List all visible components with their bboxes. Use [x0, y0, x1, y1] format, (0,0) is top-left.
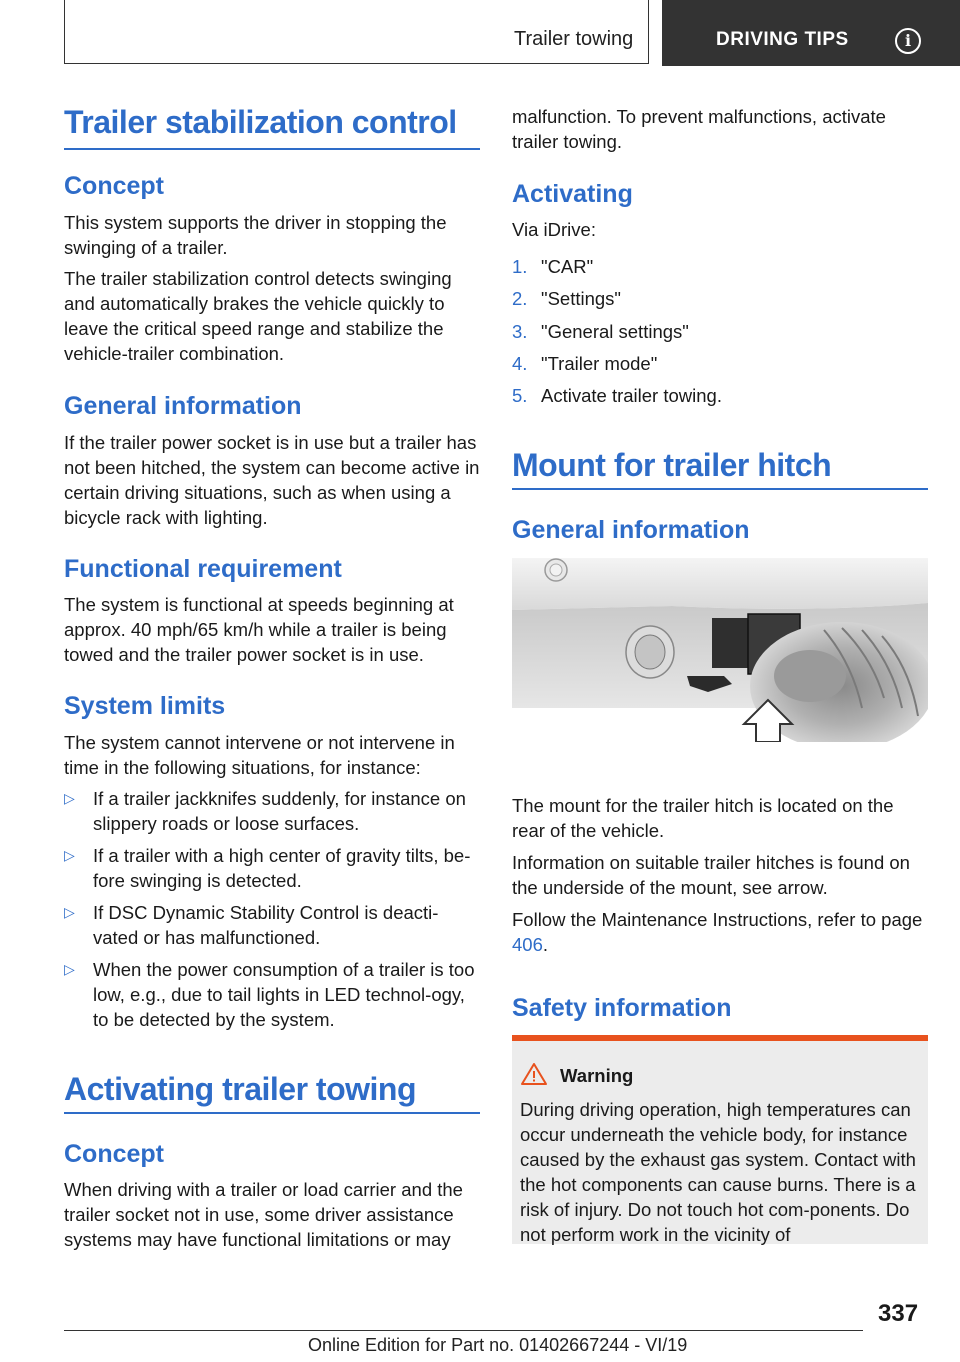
heading-activating: Activating — [512, 180, 633, 208]
header-chapter-tab — [662, 0, 960, 66]
heading-safety-information: Safety information — [512, 994, 732, 1022]
heading-rule — [64, 1112, 480, 1114]
triangle-bullet-icon: ▷ — [64, 961, 75, 977]
header-chapter-title: DRIVING TIPS — [716, 29, 849, 50]
heading-system-limits: System limits — [64, 692, 226, 720]
footer-edition: Online Edition for Part no. 01402667244 - VI/19 — [308, 1335, 688, 1355]
triangle-bullet-icon: ▷ — [64, 847, 75, 863]
list-item: 2. "Settings" — [512, 288, 621, 309]
mount-paragraph-2: Information on suitable trailer hitches is found on the underside of the mount, see arrow. — [512, 852, 910, 898]
header-section-title: Trailer towing — [514, 28, 634, 50]
functional-requirement-paragraph: The system is functional at speeds beginning at approx. 40 mph/65 km/h while a trailer is being towed and the trailer power socket is in use. — [64, 594, 454, 665]
heading-rule — [64, 148, 480, 150]
warning-title: Warning — [560, 1065, 634, 1086]
list-item: ▷ When the power consumption of a trailer is too low, e.g., due to tail lights in LED technol-ogy, to be detected by the system. — [64, 959, 475, 1030]
concept-2-paragraph: When driving with a trailer or load carrier and the trailer socket not in use, some driver assistance systems may have functional limitations or may — [64, 1179, 463, 1250]
info-icon: i — [895, 28, 921, 54]
warning-triangle-icon — [520, 1062, 548, 1086]
heading-activating-trailer-towing: Activating trailer towing — [64, 1071, 416, 1107]
triangle-bullet-icon: ▷ — [64, 790, 75, 806]
list-item: ▷ If a trailer with a high center of gravity tilts, be-fore swinging is detected. — [64, 845, 471, 891]
heading-general-information-2: General information — [512, 516, 750, 544]
trailer-hitch-mount-illustration — [512, 558, 928, 742]
list-item: ▷ If DSC Dynamic Stability Control is deacti-vated or has malfunctioned. — [64, 902, 439, 948]
page-number: 337 — [878, 1300, 919, 1327]
list-item: 1. "CAR" — [512, 256, 594, 277]
list-item: 3. "General settings" — [512, 321, 689, 342]
mount-paragraph-3: Follow the Maintenance Instructions, refer to page 406. — [512, 909, 923, 955]
page-reference-link[interactable]: 406 — [512, 934, 543, 955]
via-idrive: Via iDrive: — [512, 219, 596, 240]
concept-paragraph-2: The trailer stabilization control detects swinging and automatically brakes the vehicle quickly to leave the critical speed range and stabilize the vehicle-trailer combination. — [64, 268, 452, 364]
general-information-paragraph: If the trailer power socket is in use but a trailer has not been hitched, the system can become active in certain driving situations, such as when using a bicycle rack with lighting. — [64, 432, 480, 528]
heading-trailer-stabilization: Trailer stabilization control — [64, 104, 457, 140]
continued-paragraph: malfunction. To prevent malfunctions, activate trailer towing. — [512, 106, 886, 152]
concept-paragraph-1: This system supports the driver in stopping the swinging of a trailer. — [64, 212, 447, 258]
list-item: 5. Activate trailer towing. — [512, 385, 722, 406]
heading-mount-for-trailer-hitch: Mount for trailer hitch — [512, 447, 832, 483]
heading-concept-2: Concept — [64, 1140, 164, 1168]
footer-rule — [64, 1330, 863, 1331]
triangle-bullet-icon: ▷ — [64, 904, 75, 920]
system-limits-paragraph: The system cannot intervene or not intervene in time in the following situations, for instance: — [64, 732, 455, 778]
mount-paragraph-1: The mount for the trailer hitch is located on the rear of the vehicle. — [512, 795, 894, 841]
list-item: ▷ If a trailer jackknifes suddenly, for instance on slippery roads or loose surfaces. — [64, 788, 466, 834]
heading-functional-requirement: Functional requirement — [64, 555, 342, 583]
list-item: 4. "Trailer mode" — [512, 353, 658, 374]
heading-concept: Concept — [64, 172, 164, 200]
heading-rule — [512, 488, 928, 490]
warning-box — [512, 1041, 928, 1244]
warning-text: During driving operation, high temperatures can occur underneath the vehicle body, for instance caused by the exhaust gas system. Contact with the hot components can cause burns. There is a risk of injury. Do not touch hot com-ponents. Do not perform work in the vicinity of — [520, 1099, 916, 1245]
heading-general-information: General information — [64, 392, 302, 420]
